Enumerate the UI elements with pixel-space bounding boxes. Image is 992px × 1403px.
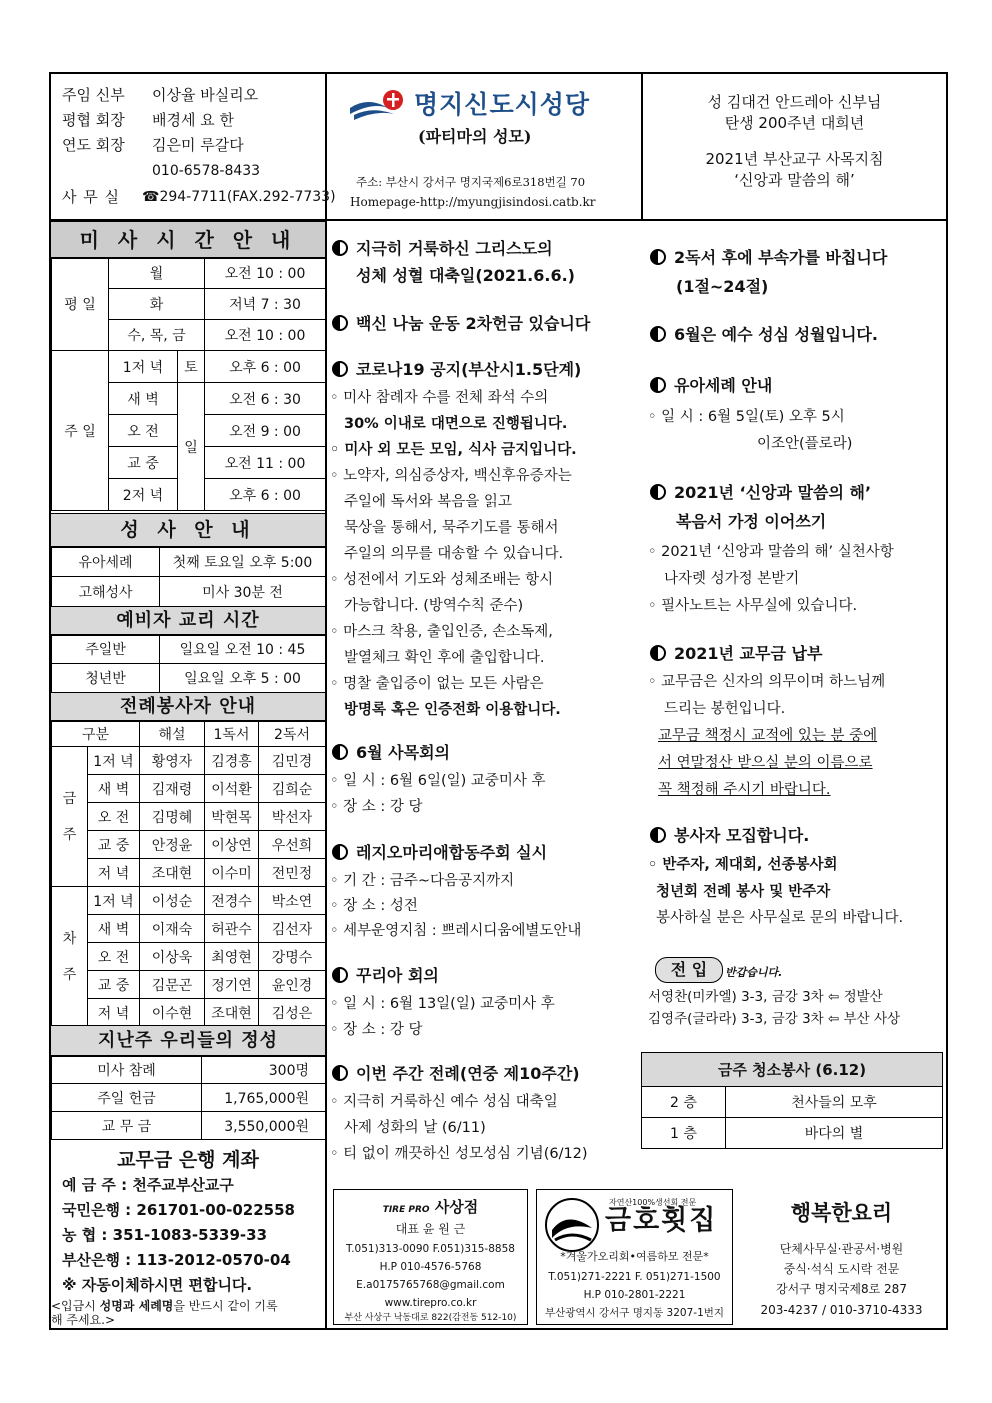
mass-day: 수, 목, 금: [109, 320, 205, 351]
notice-title: [332, 314, 590, 334]
ministry-header: 2독서: [259, 721, 326, 747]
notice-title: [332, 239, 553, 259]
offering-name: 미사 참례: [52, 1056, 202, 1084]
notice-line: ◦ 장 소 : 성전: [330, 898, 418, 914]
half-circle-icon: [332, 361, 348, 377]
mass-time: 오후 6 : 00: [205, 351, 326, 383]
mass-day: 월: [109, 258, 205, 289]
notice-title: [332, 743, 450, 763]
ad-line: 중식·석식 도시락 전문: [783, 1262, 900, 1276]
half-circle-icon: [332, 315, 348, 331]
bank-title: 교무금 은행 계좌: [117, 1149, 259, 1171]
ad-line: H.P 010-4576-5768: [379, 1261, 482, 1273]
ministry-person: 조대현: [140, 859, 205, 887]
ministry-person: 김명혜: [140, 803, 205, 831]
notice-title-text: 2021년 ‘신앙과 말씀의 해’: [674, 483, 872, 502]
notice-title: [332, 843, 547, 863]
notice-title-text: 지극히 거룩하신 그리스도의: [356, 239, 553, 258]
ad-tag: 자연산100%생선회 전문: [609, 1198, 697, 1207]
notice-title-text: 백신 나눔 운동 2차헌금 있습니다: [356, 314, 591, 333]
mass-time: 오전 10 : 00: [205, 258, 326, 289]
mass-slot: 새 벽: [109, 383, 178, 415]
mass-times-title: 미 사 시 간 안 내: [51, 221, 325, 259]
notice-title-text: 봉사자 모집합니다.: [674, 826, 810, 845]
staff-name: 김은미 루갈다: [152, 136, 244, 154]
new-member-badge: 전 입: [655, 957, 723, 983]
church-name: 명지신도시성당: [414, 90, 591, 119]
ministry-header: 해설: [140, 721, 205, 747]
notice-title-text: 6월은 예수 성심 성월입니다.: [674, 325, 878, 344]
church-address: 주소: 부산시 강서구 명지국제6로318번길 70: [356, 175, 586, 189]
sunday-label: 주 일: [52, 351, 109, 511]
notice-title: [650, 826, 809, 846]
office-label: 사 무 실: [62, 188, 121, 206]
offering-table: [51, 1055, 326, 1140]
ministry-person: 안정윤: [140, 831, 205, 859]
ministry-person: 김선자: [259, 915, 326, 943]
notice-line: 주일에 독서와 복음을 읽고: [344, 494, 512, 510]
mass-time: 오전 11 : 00: [205, 447, 326, 479]
ad-line: 대표 윤 원 근: [395, 1222, 466, 1236]
this-week-label: [52, 747, 88, 887]
notice-line: 교무금 책정시 교적에 있는 분 중에: [658, 728, 878, 744]
notice-line: 발열체크 확인 후에 출입합니다.: [344, 650, 545, 666]
deposit-note-end: 해 주세요.>: [51, 1313, 116, 1327]
notice-line: 드리는 봉헌입니다.: [664, 701, 786, 717]
notice-title: [332, 360, 581, 380]
ministry-person: 이성순: [140, 887, 205, 915]
notice-title: [650, 483, 871, 503]
ministry-person: 이수미: [205, 859, 259, 887]
half-circle-icon: [650, 377, 666, 393]
half-circle-icon: [650, 249, 666, 265]
church-logo: [348, 88, 410, 122]
ministry-person: 윤인경: [259, 971, 326, 999]
ministry-person: 이상연: [205, 831, 259, 859]
notice-line: ◦ 마스크 착용, 출입인증, 손소독제,: [330, 624, 553, 640]
ministry-person: 이재숙: [140, 915, 205, 943]
notice-line: ◦ 반주자, 제대회, 선종봉사회: [648, 857, 838, 873]
cleaning-floor: 1 층: [642, 1118, 726, 1149]
ministry-person: 허관수: [205, 915, 259, 943]
ministry-person: 이상욱: [140, 943, 205, 971]
cleaning-title: 금주 청소봉사 (6.12): [642, 1053, 943, 1087]
cleaning-table: [641, 1052, 943, 1149]
new-member-line: 서영찬(미카엘) 3-3, 금강 3차 ⇦ 정발산: [648, 989, 883, 1005]
ministry-person: 전민정: [259, 859, 326, 887]
sacrament-time: 첫째 토요일 오후 5:00: [160, 547, 326, 577]
class-time: 일요일 오후 5 : 00: [160, 664, 326, 693]
ministry-person: 강명수: [259, 943, 326, 971]
ministry-person: 김성은: [259, 999, 326, 1027]
notice-line: 사제 성화의 날 (6/11): [344, 1120, 486, 1136]
ministry-person: 박선자: [259, 803, 326, 831]
notice-line: 주일의 의무를 대송할 수 있습니다.: [344, 546, 564, 562]
church-homepage[interactable]: [350, 193, 596, 211]
sacrament-title: 성 사 안 내: [51, 513, 325, 548]
welcome-text: 반갑습니다.: [725, 966, 783, 979]
tire-pro-logo: TIRE PRO: [382, 1205, 430, 1215]
notice-title-text: 2독서 후에 부속가를 바칩니다: [674, 248, 888, 267]
ministry-slot: 오 전: [88, 803, 140, 831]
ministry-title: 전례봉사자 안내: [51, 692, 325, 722]
offering-value: 1,765,000원: [202, 1084, 326, 1112]
ministry-slot: 오 전: [88, 943, 140, 971]
notice-line: 청년회 전례 봉사 및 반주자: [656, 884, 831, 900]
half-circle-icon: [650, 827, 666, 843]
church-subtitle: (파티마의 성모): [418, 127, 532, 146]
ministry-slot: 새 벽: [88, 775, 140, 803]
ad-name: 행복한요리: [790, 1201, 893, 1225]
ministry-person: 정기연: [205, 971, 259, 999]
cleaning-group: 바다의 별: [726, 1118, 943, 1149]
staff-name: 이상율 바실리오: [152, 86, 259, 104]
mass-time: 오전 6 : 30: [205, 383, 326, 415]
staff-role: 평협 회장: [62, 111, 125, 129]
fish-logo-icon: [545, 1198, 599, 1252]
ministry-person: 김민경: [259, 747, 326, 775]
ministry-person: 김문곤: [140, 971, 205, 999]
half-circle-icon: [650, 645, 666, 661]
notice-line: ◦ 세부운영지침 : 쁘레시디움에별도안내: [330, 923, 582, 939]
anniversary-line: 탄생 200주년 대희년: [724, 114, 865, 132]
notice-line: ◦ 성전에서 기도와 성체조배는 항시: [330, 572, 554, 588]
notice-line: ◦ 일 시 : 6월 6일(일) 교중미사 후: [330, 773, 546, 789]
notice-line: 꼭 책정해 주시기 바랍니다.: [658, 782, 831, 798]
half-circle-icon: [650, 484, 666, 500]
ministry-person: 전경수: [205, 887, 259, 915]
staff-phone: 010-6578-8433: [152, 163, 261, 179]
notice-title: [650, 248, 887, 268]
notice-line: ◦ 지극히 거룩하신 예수 성심 대축일: [330, 1094, 558, 1110]
bank-account: 국민은행 : 261701-00-022558: [62, 1201, 295, 1219]
pastoral-theme: ‘신앙과 말씀의 해’: [734, 171, 855, 189]
notice-title-text: 6월 사목회의: [356, 743, 450, 762]
week-label-char: 주: [62, 966, 77, 983]
notice-title: [332, 1064, 580, 1084]
ad-tire-pro: [333, 1189, 528, 1325]
notice-line: ◦ 티 없이 깨끗하신 성모성심 기념(6/12): [330, 1146, 588, 1162]
mass-slot: 오 전: [109, 415, 178, 447]
cleaning-floor: 2 층: [642, 1087, 726, 1118]
ad-name: 금호횟집: [605, 1205, 718, 1236]
mass-times-table: [51, 257, 326, 511]
ministry-slot: 저 녁: [88, 859, 140, 887]
ministry-slot: 새 벽: [88, 915, 140, 943]
ministry-slot: 저 녁: [88, 999, 140, 1027]
ministry-person: 우선희: [259, 831, 326, 859]
ad-line: T.051)271-2221 F. 051)271-1500: [548, 1271, 721, 1283]
ad-line: *겨울가오리회•여름하모 전문*: [560, 1250, 709, 1263]
ad-line: H.P 010-2801-2221: [583, 1289, 686, 1301]
class-name: 주일반: [52, 635, 160, 664]
notice-line: ◦ 명찰 출입증이 없는 모든 사람은: [330, 676, 544, 692]
notice-line: 가능합니다. (방역수칙 준수): [344, 598, 524, 614]
notice-line: ◦ 일 시 : 6월 5일(토) 오후 5시: [648, 409, 845, 425]
bank-account: 농 협 : 351-1083-5339-33: [62, 1226, 268, 1244]
notice-line: 묵상을 통해서, 묵주기도를 통해서: [344, 520, 559, 536]
ad-line: T.051)313-0090 F.051)315-8858: [346, 1243, 515, 1255]
deposit-note: [51, 1299, 278, 1313]
sacrament-name: 고해성사: [52, 577, 160, 607]
half-circle-icon: [332, 844, 348, 860]
ministry-person: 조대현: [205, 999, 259, 1027]
offering-name: 주일 헌금: [52, 1084, 202, 1112]
ministry-person: 박현목: [205, 803, 259, 831]
ministry-header: 1독서: [205, 721, 259, 747]
offering-name: 교 무 금: [52, 1112, 202, 1140]
ministry-person: 황영자: [140, 747, 205, 775]
ad-line: 단체사무실·관공서·병원: [779, 1242, 904, 1256]
ad-happy-cooking: [741, 1189, 942, 1325]
notice-line: ◦ 미사 외 모든 모임, 식사 금지입니다.: [330, 442, 577, 458]
ministry-person: 김재령: [140, 775, 205, 803]
ad-line: www.tirepro.co.kr: [384, 1297, 477, 1309]
next-week-label: [52, 887, 88, 1027]
mass-slot: 1저 녁: [109, 351, 178, 383]
ministry-header: 구분: [52, 721, 140, 747]
notice-title-text: 2021년 교무금 납부: [674, 644, 823, 663]
staff-role: 주임 신부: [62, 86, 125, 104]
class-name: 청년반: [52, 664, 160, 693]
anniversary-line: 성 김대건 안드레아 신부님: [707, 93, 882, 111]
ministry-schedule: [51, 720, 326, 1027]
notice-title: [650, 325, 878, 345]
cleaning-group: 천사들의 모후: [726, 1087, 943, 1118]
weekday-label: 평 일: [52, 258, 109, 351]
notice-title-cont: 복음서 가정 이어쓰기: [676, 512, 827, 531]
notice-title-text: 코로나19 공지(부산시1.5단계): [356, 360, 582, 379]
catechumen-table: [51, 634, 326, 693]
notice-line: 서 연말정산 받으실 분의 이름으로: [658, 755, 873, 771]
notice-line: ◦ 미사 참례자 수를 전체 좌석 수의: [330, 390, 549, 406]
mass-time: 오전 9 : 00: [205, 415, 326, 447]
staff-name: 배경세 요 한: [152, 111, 234, 129]
notice-title-text: 레지오마리애합동주회 실시: [356, 843, 548, 862]
notice-line: 30% 이내로 대면으로 진행됩니다.: [344, 416, 568, 432]
ministry-person: 최영현: [205, 943, 259, 971]
notice-title-text: 이번 주간 전례(연중 제10주간): [356, 1064, 580, 1083]
half-circle-icon: [332, 967, 348, 983]
ministry-person: 김희순: [259, 775, 326, 803]
ad-line: 부산광역시 강서구 명지동 3207-1번지: [544, 1307, 725, 1319]
week-label-char: 주: [62, 826, 77, 843]
class-time: 일요일 오전 10 : 45: [160, 635, 326, 664]
week-label-char: 금: [62, 790, 77, 807]
notice-title: [650, 644, 822, 664]
notice-title-cont: (1절~24절): [676, 277, 769, 296]
mass-slot: 2저 녁: [109, 479, 178, 511]
offering-value: 3,550,000원: [202, 1112, 326, 1140]
ad-line: E.a0175765768@gmail.com: [356, 1279, 505, 1291]
notice-title-cont: 성체 성혈 대축일(2021.6.6.): [356, 266, 575, 285]
ad-line: 강서구 명지국제8로 287: [776, 1282, 907, 1296]
half-circle-icon: [332, 1065, 348, 1081]
header-theme: [643, 92, 946, 191]
notice-title: [332, 966, 439, 986]
note-text: <입금시: [51, 1299, 100, 1313]
mass-day: 화: [109, 289, 205, 320]
staff-role: 연도 회장: [62, 136, 125, 154]
notice-title: [650, 376, 772, 396]
ministry-person: 박소연: [259, 887, 326, 915]
notice-line: 나자렛 성가정 본받기: [664, 571, 800, 587]
ad-name: 사상점: [434, 1198, 479, 1216]
ad-geumho-sashimi: [536, 1189, 733, 1325]
offering-title: 지난주 우리들의 정성: [51, 1025, 325, 1057]
half-circle-icon: [332, 744, 348, 760]
mass-time: 오후 6 : 00: [205, 479, 326, 511]
ministry-slot: 1저 녁: [88, 747, 140, 775]
sacrament-table: [51, 546, 326, 607]
notice-line: ◦ 2021년 ‘신앙과 말씀의 해’ 실천사항: [648, 544, 894, 560]
ministry-person: 이석환: [205, 775, 259, 803]
catechumen-title: 예비자 교리 시간: [51, 606, 325, 636]
ad-title: [334, 1197, 527, 1220]
ministry-slot: 1저 녁: [88, 887, 140, 915]
auto-transfer-note: ※ 자동이체하시면 편합니다.: [62, 1276, 253, 1294]
ad-line: 부산 사상구 낙동대로 822(감전동 512-10): [344, 1313, 517, 1323]
notice-line: ◦ 장 소 : 강 당: [330, 1022, 423, 1038]
note-text: 을 반드시 같이 기록: [173, 1299, 278, 1313]
bank-account-holder: 예 금 주 : 천주교부산교구: [62, 1176, 234, 1194]
mass-time: 저녁 7 : 30: [205, 289, 326, 320]
week-label-char: 차: [62, 930, 77, 947]
sunday-day-label: 일: [178, 383, 205, 511]
ministry-slot: 교 중: [88, 831, 140, 859]
notice-line: ◦ 일 시 : 6월 13일(일) 교중미사 후: [330, 996, 555, 1012]
offering-value: 300명: [202, 1056, 326, 1084]
mass-slot: 교 중: [109, 447, 178, 479]
notice-line: ◦ 장 소 : 강 당: [330, 799, 423, 815]
half-circle-icon: [650, 326, 666, 342]
notice-line: 봉사하실 분은 사무실로 문의 바랍니다.: [656, 910, 904, 926]
saturday-label: 토: [178, 351, 205, 383]
notice-line: 이조안(플로라): [757, 436, 853, 452]
mass-time: 오전 10 : 00: [205, 320, 326, 351]
notice-line: ◦ 기 간 : 금주~다음공지까지: [330, 873, 515, 889]
sacrament-time: 미사 30분 전: [160, 577, 326, 607]
ministry-person: 이수현: [140, 999, 205, 1027]
homepage-link[interactable]: Homepage-http://myungjisindosi.catb.kr: [350, 195, 596, 209]
half-circle-icon: [332, 240, 348, 256]
pastoral-guideline: 2021년 부산교구 사목지침: [705, 150, 884, 168]
notice-title-text: 꾸리아 회의: [356, 966, 439, 985]
ministry-person: 김경흥: [205, 747, 259, 775]
bank-account: 부산은행 : 113-2012-0570-04: [62, 1251, 291, 1269]
office-phone: ☎294-7711(FAX.292-7733): [142, 189, 336, 205]
sacrament-name: 유아세례: [52, 547, 160, 577]
notice-line: ◦ 노약자, 의심증상자, 백신후유증자는: [330, 468, 572, 484]
note-bold: 성명과 세례명: [99, 1299, 174, 1313]
notice-line: 방명록 혹은 인증전화 이용합니다.: [344, 702, 561, 718]
notice-line: ◦ 필사노트는 사무실에 있습니다.: [648, 598, 858, 614]
ad-line: 203-4237 / 010-3710-4333: [760, 1303, 923, 1317]
new-member-line: 김영주(글라라) 3-3, 금강 3차 ⇦ 부산 사상: [648, 1011, 901, 1027]
notice-title-text: 유아세례 안내: [674, 376, 773, 395]
ministry-slot: 교 중: [88, 971, 140, 999]
notice-line: ◦ 교무금은 신자의 의무이며 하느님께: [648, 674, 886, 690]
